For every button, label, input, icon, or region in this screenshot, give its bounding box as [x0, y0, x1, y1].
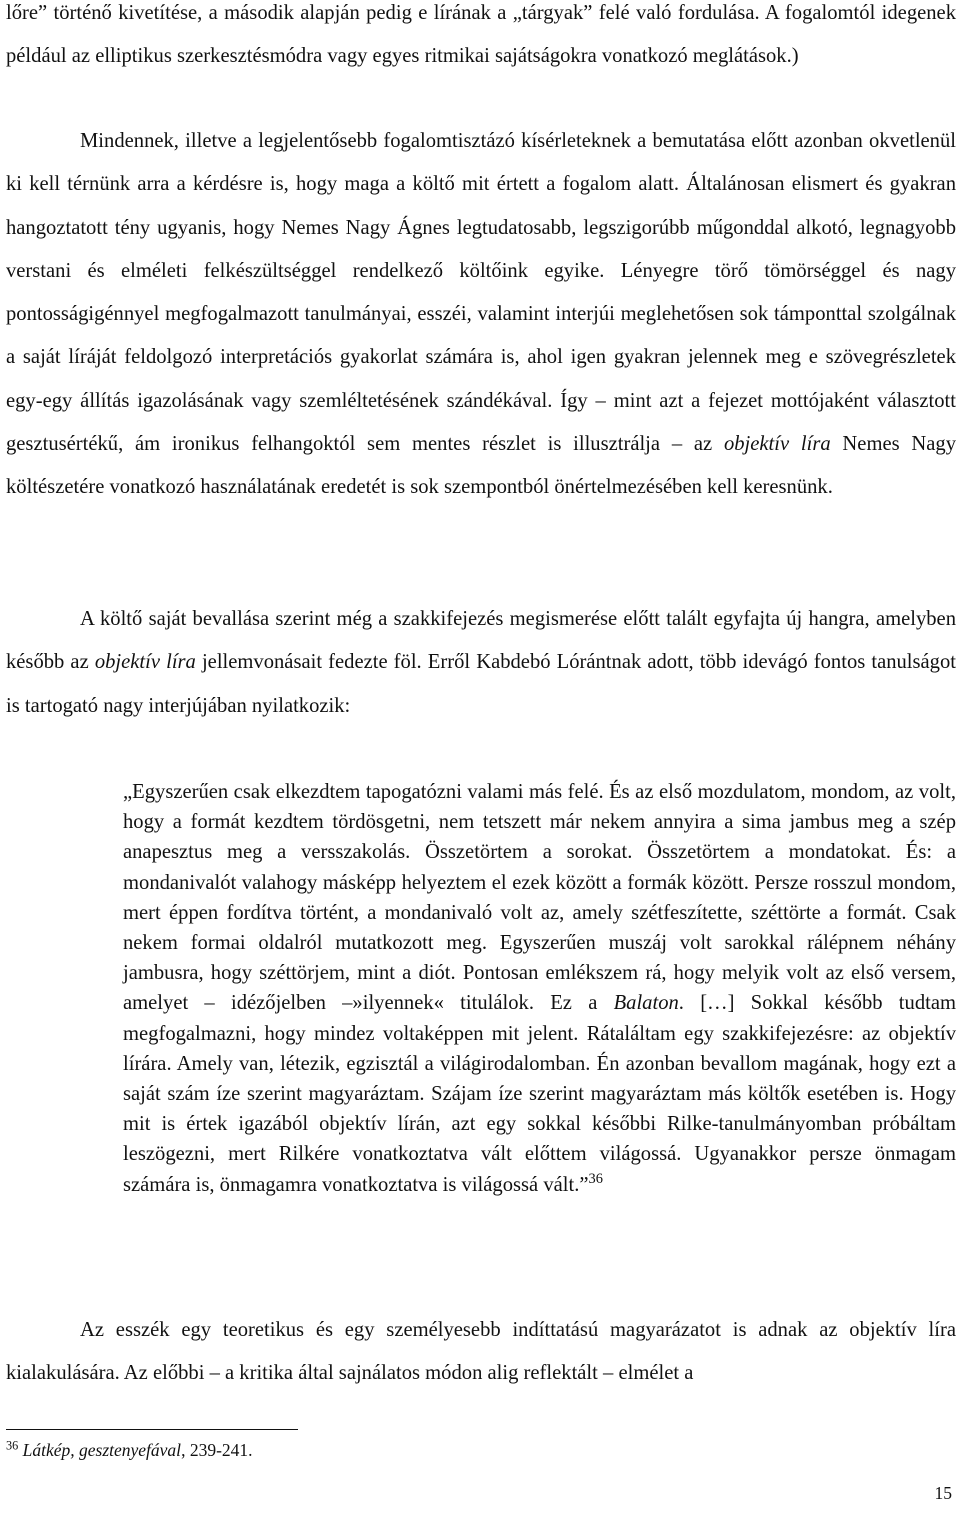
paragraph-text: A költő saját bevallása szerint még a szakkifejezés megismerése előtt talált egyfajta új hangra, amelyben később az — [6, 608, 956, 674]
quote-text: „Egyszerűen csak elkezdtem tapogatózni valami más felé. És az első mozdulatom, mondom, az volt, hogy a formát kezdtem tördösgetni, nem tetszett már nekem annyira a sima jambus meg a szép anapesztus meg a versszakolás. Összetörtem a sorokat. Összetörtem a mondatokat. És: a mondanivalót valahogy másképp helyeztem el ezek között a formák között. Persze rosszul mondom, mert éppen fordítva történt, a mondanivaló volt az, amely szétfeszítette, széttörte a formát. Csak nekem formai oldalról mutatkozott meg. Egyszerűen muszáj volt sarokkal rálépnem néhány jambusra, hogy széttörjem, mint a diót. Pontosan emlékszem rá, hogy melyik volt az első versem, amelyet – idézőjelben –»ilyennek« titulálok. Ez a — [123, 781, 956, 1015]
paragraph-text: Mindennek, illetve a legjelentősebb fogalomtisztázó kísérleteknek a bemutatása előtt azonban okvetlenül ki kell térnünk arra a kérdésre is, hogy maga a költő mit értett a fogalom alatt. Általánosan elismert és gyakran hangoztatott tény ugyanis, hogy Nemes Nagy Ágnes legtudatosabb, legszigorúbb műgonddal alkotó, legnagyobb verstani és elméleti felkészültséggel rendelkező költőink egyike. Lényegre törő tömörséggel és nagy pontosságigénnyel megfogalmazott tanulmányai, esszéi, valamint interjúi meglehetősen sok támponttal szolgálnak a saját líráját feldolgozó interpretációs gyakorlat számára is, ahol igen gyakran jelennek meg e szövegrészletek egy-egy állítás igazolásának vagy szemléltetésének szándékával. Így – mint azt a fejezet mottójaként választott gesztusértékű, ám ironikus felhangoktól sem mentes részlet is illusztrálja – az — [6, 130, 956, 456]
paragraph-author-concept — [6, 120, 956, 510]
footnote-reference[interactable]: 36 — [588, 1170, 603, 1187]
italic-title: Balaton — [613, 992, 679, 1015]
paragraph-essays — [6, 1309, 956, 1396]
footnote-number: 36 — [6, 1438, 19, 1453]
italic-term: objektív líra — [94, 651, 196, 674]
paragraph-new-voice — [6, 598, 956, 728]
italic-term: objektív líra — [723, 433, 831, 456]
paragraph-continued — [6, 0, 956, 79]
paragraph-text: lőre” történő kivetítése, a második alapján pedig e lírának a „tárgyak” felé való fordulása. A fogalomtól idegenek például az elliptikus szerkesztésmódra vagy egyes ritmikai sajátságokra vonatkozó meglátások.) — [6, 2, 956, 68]
footnote — [6, 1438, 253, 1462]
page-number: 15 — [934, 1483, 952, 1503]
footnote-separator — [6, 1429, 298, 1430]
paragraph-text: Nemes Nagy költészetére vonatkozó használatának eredetét is sok szempontból önértelmezésében kell keresnünk. — [6, 433, 956, 499]
footnote-pages: , 239-241. — [181, 1440, 253, 1460]
footnote-title: Látkép, gesztenyefával — [22, 1440, 182, 1460]
paragraph-text: jellemvonásait fedezte föl. Erről Kabdebó Lórántnak adott, több idevágó fontos tanulságot is tartogató nagy interjújában nyilatkozik: — [6, 651, 957, 717]
block-quote — [123, 777, 956, 1200]
quote-text: . […] Sokkal később tudtam megfogalmazni, hogy mindez voltaképpen mit jelent. Rátaláltam egy szakkifejezésre: az objektív lírára. Amely van, létezik, egzisztál a világirodalomban. Én azonban bevallom magának, hogy ezt a saját szám íze szerint magyaráztam. Szájam íze szerint magyaráztam más költők esetében is. Hogy mit is értek igazából objektív lírán, azt egy sokkal későbbi Rilke-tanulmányomban próbáltam leszögezni, mert Rilkére vonatkoztatva vált előttem világossá. Ugyanakkor persze önmagam számára is, önmagamra vonatkoztatva is világossá vált.” — [123, 992, 956, 1196]
paragraph-text: Az esszék egy teoretikus és egy személyesebb indíttatású magyarázatot is adnak az objektív líra kialakulására. Az előbbi – a kritika által sajnálatos módon alig reflektált – elmélet a — [6, 1319, 956, 1385]
